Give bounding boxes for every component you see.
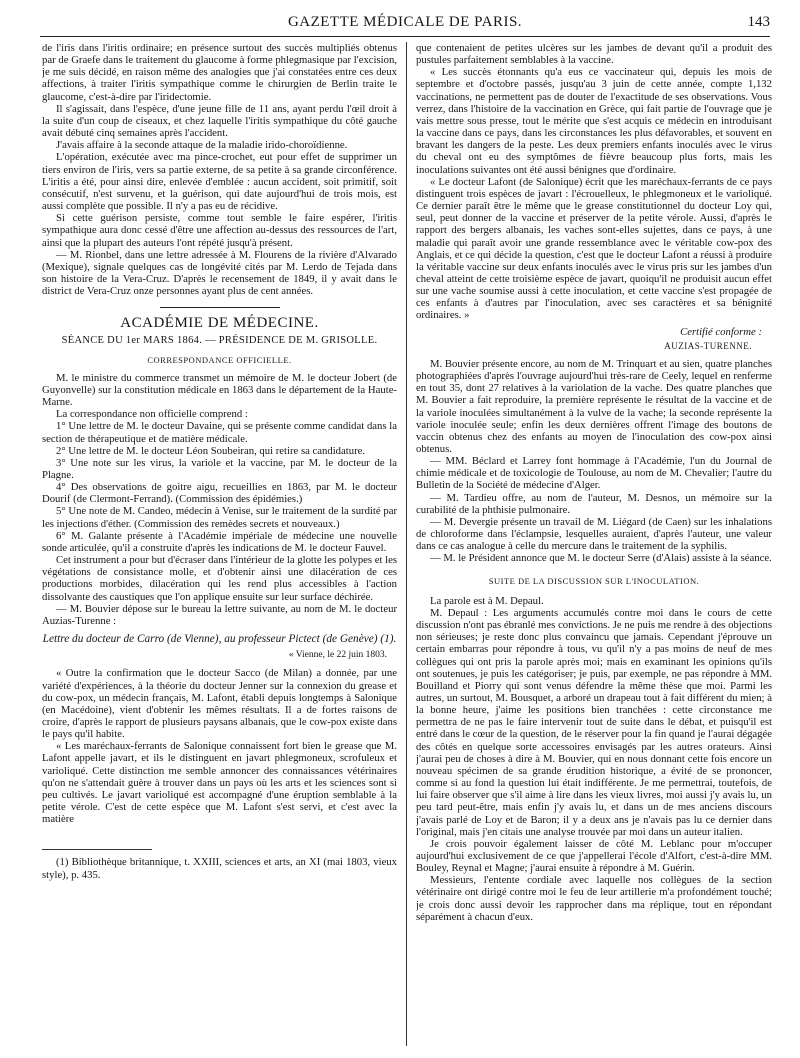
list-item: 3° Une note sur les virus, la variole et la vaccine, par M. le docteur de la Plagne. bbox=[42, 456, 397, 481]
paragraph: que contenaient de petites ulcères sur les jambes de devant qu'il a produit des pustules parfaitement semblables à la vaccine. bbox=[416, 42, 772, 67]
certification: Certifié conforme : bbox=[680, 325, 762, 338]
paragraph: La parole est à M. Depaul. bbox=[430, 594, 544, 607]
signature-name: AUZIAS-TURENNE. bbox=[664, 340, 752, 351]
paragraph: Cet instrument a pour but d'écraser dans l'intérieur de la glotte les polypes et les végétations de consistance molle, et d'obtenir ainsi une dilacération de ces productions morbides, dilacération qui les rend plus accessibles à l'action dissolvante des caustiques que l'on applique ensuite sur leur surface déchirée. bbox=[42, 554, 397, 603]
column-separator bbox=[406, 42, 407, 1046]
footnote-rule bbox=[42, 849, 152, 850]
right-column bbox=[416, 42, 772, 1048]
paragraph: Si cette guérison persiste, comme tout semble le faire espérer, l'iritis sympathique aura donc cessé d'être une affection au-dessus des ressources de l'art, ainsi que la plupart des auteurs l'ont répété jusqu'à présent. bbox=[42, 212, 397, 249]
session-heading: SÉANCE DU 1er MARS 1864. — PRÉSIDENCE DE M. GRISOLLE. bbox=[61, 335, 378, 347]
header-rule bbox=[40, 36, 770, 37]
subsection-heading: SUITE DE LA DISCUSSION SUR L'INOCULATION. bbox=[488, 575, 700, 586]
paragraph: « Les maréchaux-ferrants de Salonique connaissent fort bien le grease que M. Lafont appelle javart, et ils le distinguent en javart phlegmoneux, scrofuleux et varioliqué. Cette distinction me semble annoncer des connaissances vétérinaires qu'on ne s'attendait guère à trouver dans un pays où les arts et les sciences sont si peu cultivés. Le javart varioliqué est accompagné d'une éruption semblable à la petite vérole. C'est de cette espèce que M. Lafont s'est servi, et c'est avec la matière bbox=[42, 740, 397, 826]
paragraph: J'avais affaire à la seconde attaque de la maladie irido-choroïdienne. bbox=[56, 139, 348, 152]
paragraph: « Les succès étonnants qu'a eus ce vaccinateur qui, depuis les mois de septembre et d'octobre passés, jusqu'au 3 juin de cette année, compte 1,132 vaccinations, ne permettent pas de douter de l'exactitude de ses observations. Vous verrez, dans l'histoire de la vaccination en Grèce, qui fait partie de l'ouvrage que je vais mettre sous presse, tout le mérite que s'est acquis ce médecin en introduisant la vaccine dans ce pays, dans les circonstances les plus défavorables, et souvent en bravant les dangers de la peste. Les deux premiers enfants inoculés avec le virus du cheval ont eu des symptômes de fièvre beaucoup plus forts, mais les inoculations suivantes ont été aussi bénignes que d'ordinaire. bbox=[416, 66, 772, 176]
paragraph: de l'iris dans l'iritis ordinaire; en présence surtout des succès multipliés obtenus par de Graefe dans le traitement du glaucome à forme phlegmasique par l'excision, je me suis décidé, en raison même des analogies que j'ai constatées entre ces deux affections, à traiter l'iritis sympathique comme le chirurgien de Berlin traite le glaucome, c'est-à-dire par l'iridectomie. bbox=[42, 42, 397, 103]
footnote: (1) Bibliothèque britannique, t. XXIII, sciences et arts, an XI (mai 1803, vieux style), p. 435. bbox=[42, 856, 397, 881]
paragraph: L'opération, exécutée avec ma pince-crochet, eut pour effet de supprimer un tiers environ de l'iris, vers sa partie externe, de sa petite à sa grande circonférence. L'iritis a été, pour ainsi dire, enlevée d'emblée : aucun accident, soit primitif, soit consécutif, n'est survenu, et la guérison, qui date aujourd'hui de trois mois, est aussi complète que possible. Il n'y a pas eu de récidive. bbox=[42, 151, 397, 213]
paragraph: M. Bouvier présente encore, au nom de M. Trinquart et au sien, quatre planches photographiées d'après l'ouvrage aujourd'hui très-rare de Ceely, lequel en renferme en tout 35, dont 27 relatives à la variolation de la vache. Des quatre planches que M. Bouvier a fait reproduire, la première représente le résultat de la vaccine et de la variole inoculées simultanément à la vulve de la vache; la seconde représente la variole inoculée seule; enfin les deux dernières offrent l'image des boutons de vaccin obtenus chez des enfants au moyen de l'inoculation des cow-pox ainsi obtenus. bbox=[416, 357, 772, 455]
paragraph: — M. Bouvier dépose sur le bureau la lettre suivante, au nom de M. le docteur Auzias-Turenne : bbox=[42, 602, 397, 627]
paragraph: M. le ministre du commerce transmet un mémoire de M. le docteur Jobert (de Guyonvelle) sur la constitution médicale en 1863 dans le département de la Haute-Marne. bbox=[42, 371, 397, 409]
paragraph: M. Depaul : Les arguments accumulés contre moi dans le cours de cette discussion n'ont pas ébranlé mes convictions. Je ne puis me rendre à des objections non sérieuses; je reste donc plus convaincu que jamais. Cependant j'éprouve un certain embarras pour répondre à tous, vu qu'il n'y a pas moins de neuf de mes collègues qui ont pris la parole après moi; mais en examinant les opinions qu'ils ont soutenues, je puis les catégoriser; je puis, par exemple, ne pas répondre à MM. Bouilland et Piorry qui sont venus défendre la même thèse que moi. Parmi les autres, un surtout, M. Bousquet, a arboré un drapeau tout à fait différent du mien; à la bonne heure, j'aime les positions bien tranchées : cette circonstance me permettra de ne pas le faire intervenir tout de suite dans le débat, et puisqu'il est entré dans le cœur de la question, de le réserver pour la fin quand je l'aurai dégagée des côtés en quelque sorte accessoires envisagés par les autres orateurs. Ainsi j'aurai peu de choses à dire à M. Bouvier, qui en nous donnant cette fois encore un nouveau spécimen de sa grande érudition historique, a évité de se prononcer, comme si au fond la question lui était indifférente. Je me permettrai, toutefois, de lui faire observer que s'il aime à lire dans les vieux livres, moi aussi j'y avais lu, un peu tard peut-être, mais enfin j'y avais lu, et dans un de mes anciens discours j'avais parlé de Loy et de Baron; il y a deux ans je n'avais pas lu ce dernier dans l'original, mais j'en citais une analyse trouvée par moi dans un auteur italien. bbox=[416, 606, 772, 838]
paragraph: — M. le Président annonce que M. le docteur Serre (d'Alais) assiste à la séance. bbox=[430, 552, 772, 565]
left-column bbox=[42, 42, 397, 1048]
paragraph: « Le docteur Lafont (de Salonique) écrit que les maréchaux-ferrants de ce pays distinguent trois espèces de javart : l'écrouelleux, le phlegmoneux et le varioliqué. Ce dernier paraît être le même que le grease constitutionnel du docteur Loy qui, seul, peut donner de la vaccine et préserver de la petite vérole. Aussi, d'après le rapport des bergers albanais, les vaches sont-elles sujettes, dans ce pays, à une maladie qui paraît avoir une grande ressemblance avec le véritable cow-pox des Anglais, et ce qui décide la question, c'est que le docteur Lafont a réussi à produire la véritable vaccine sur deux enfants inoculés avec le virus pris sur les jambes d'un cheval atteint de cette troisième espèce de javart, quoiqu'il ne produisit aucun effet sur une vache soumise aussi à cette inoculation, et cette vaccine s'est propagée de ces enfants à d'autres par l'inoculation, avec ses caractères et sa bénignité ordinaires. » bbox=[416, 175, 772, 322]
letter-title: Lettre du docteur de Carro (de Vienne), au professeur Pictect (de Genève) (1). bbox=[42, 633, 397, 646]
page-number: 143 bbox=[747, 14, 770, 30]
journal-title: GAZETTE MÉDICALE DE PARIS. bbox=[287, 14, 523, 30]
section-title: ACADÉMIE DE MÉDECINE. bbox=[120, 315, 319, 332]
list-item: 5° Une note de M. Candeo, médecin à Venise, sur le traitement de la surdité par les injections d'éther. (Commission des remèdes secrets et nouveaux.) bbox=[42, 505, 397, 530]
paragraph: — M. Rionbel, dans une lettre adressée à M. Flourens de la rivière d'Alvarado (Mexique), signale quelques cas de longévité cités par M. Lerdo de Tejada dans son histoire de la Vera-Cruz. D'après le recensement de 1849, il y avait dans le district de Vera-Cruz onze personnes ayant plus de cent années. bbox=[42, 248, 397, 298]
list-item: 6° M. Galante présente à l'Académie impériale de médecine une nouvelle sonde articulée, qu'il a construite d'après les indications de M. le docteur Fauvel. bbox=[42, 529, 397, 554]
page-header bbox=[40, 10, 770, 36]
paragraph: Messieurs, l'entente cordiale avec laquelle nos collègues de la section vétérinaire ont dirigé contre moi le feu de leur artillerie m'a profondément touché; je crois donc aussi devoir les rapprocher dans ma réplique, tout en répondant séparément à chacun d'eux. bbox=[416, 874, 772, 923]
paragraph: — M. Devergie présente un travail de M. Liégard (de Caen) sur les inhalations de chloroforme dans l'éclampsie, lesquelles auraient, d'après l'auteur, une valeur dans ce cas analogue à celle du mercure dans le traitement de la syphilis. bbox=[416, 515, 772, 553]
paragraph: Je crois pouvoir également laisser de côté M. Leblanc pour m'occuper aujourd'hui exclusivement de ce que j'appellerai l'école d'Alfort, c'est-à-dire MM. Bouley, Reynal et Magne; j'aurai ensuite à répondre à M. Guérin. bbox=[416, 837, 772, 875]
list-item: 1° Une lettre de M. le docteur Davaine, qui se présente comme candidat dans la section de thérapeutique et de matière médicale. bbox=[42, 420, 397, 445]
paragraph: « Outre la confirmation que le docteur Sacco (de Milan) a donnée, par une variété d'expériences, à la théorie du docteur Jenner sur la connexion du grease et du cow-pox, un médecin français, M. Lafont, établi depuis longtemps à Salonique (en Macédoine), vient d'obtenir les mêmes résultats. Il a de fortes raisons de croire, d'après le rapport de plusieurs paysans albanais, que le cow-pox existe dans le pays qu'il habite. bbox=[42, 667, 397, 741]
list-item: 2° Une lettre de M. le docteur Léon Soubeiran, qui retire sa candidature. bbox=[56, 444, 366, 457]
paragraph: — MM. Béclard et Larrey font hommage à l'Académie, l'un du Journal de chimie médicale et de toxicologie de Toulouse, au nom de M. Chevalier; l'autre du Bulletin de la Société de médecine d'Alger. bbox=[416, 455, 772, 492]
list-item: 4° Des observations de goitre aigu, recueillies en 1863, par M. le docteur Dourif (de Clermont-Ferrand). (Commission des épidémies.) bbox=[42, 481, 397, 506]
letter-date: « Vienne, le 22 juin 1803. bbox=[288, 650, 387, 661]
paragraph: La correspondance non officielle comprend : bbox=[56, 408, 248, 421]
paragraph: Il s'agissait, dans l'espèce, d'une jeune fille de 11 ans, ayant perdu l'œil droit à la suite d'un coup de ciseaux, et chez laquelle l'iritis sympathique du côté gauche avait débuté cinq semaines après l'accident. bbox=[42, 102, 397, 140]
section-divider bbox=[160, 307, 280, 308]
subsection-heading: CORRESPONDANCE OFFICIELLE. bbox=[147, 354, 292, 365]
paragraph: — M. Tardieu offre, au nom de l'auteur, M. Desnos, un mémoire sur la curabilité de la phthisie pulmonaire. bbox=[416, 491, 772, 516]
